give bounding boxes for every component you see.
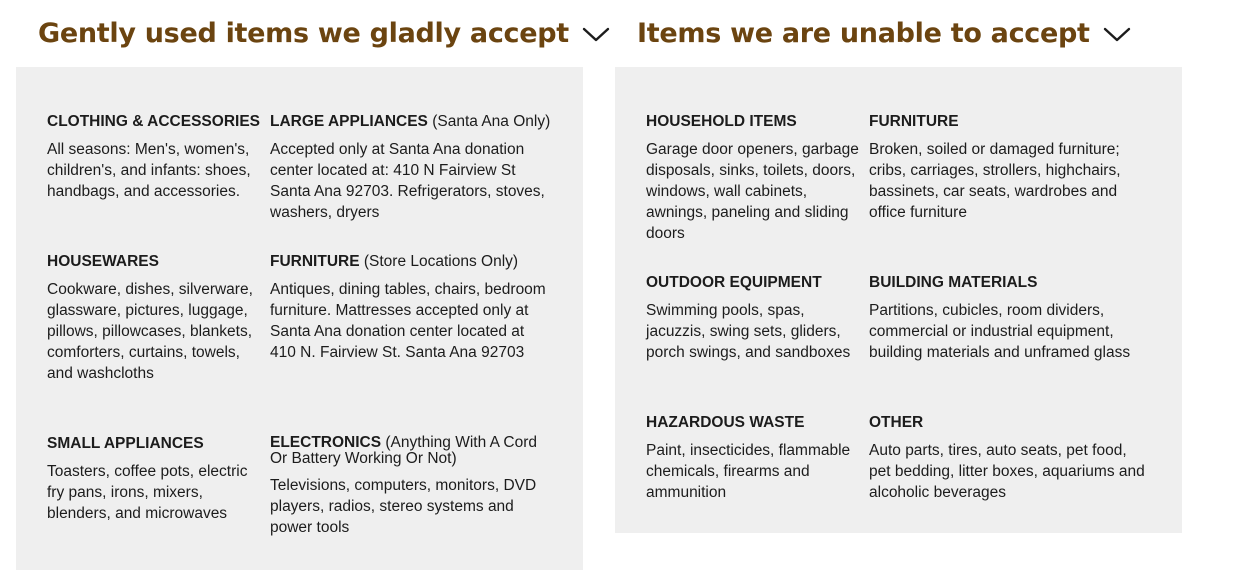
- chevron-down-icon: [1102, 24, 1132, 44]
- category-title: ELECTRONICS (Anything With A Cord Or Battery Working Or Not): [270, 434, 538, 467]
- reject-category: [869, 113, 1151, 223]
- category-description: Garage door openers, garbage disposals, sinks, toilets, doors, windows, wall cabinets, awnings, paneling and sliding doors: [646, 141, 859, 242]
- accept-heading: Gently used items we gladly accept: [38, 18, 569, 49]
- category-description: Televisions, computers, monitors, DVD players, radios, stereo systems and power tools: [270, 477, 537, 536]
- category-description: Paint, insecticides, flammable chemicals, firearms and ammunition: [646, 442, 851, 501]
- category-description: Auto parts, tires, auto seats, pet food, pet bedding, litter boxes, aquariums and alcoholic beverages: [869, 442, 1145, 501]
- accept-category: [47, 253, 261, 384]
- accept-category: [47, 113, 261, 202]
- accept-category: [270, 253, 552, 363]
- reject-category: [646, 113, 860, 244]
- reject-category: [646, 414, 860, 503]
- category-title: HAZARDOUS WASTE: [646, 414, 805, 431]
- reject-category: [646, 274, 860, 363]
- category-description: Cookware, dishes, silverware, glassware, pictures, luggage, pillows, pillowcases, blankets, comforters, curtains, towels, and washcloths: [47, 281, 253, 382]
- category-title: OUTDOOR EQUIPMENT: [646, 274, 822, 291]
- accept-category: [47, 435, 261, 524]
- category-description: Swimming pools, spas, jacuzzis, swing sets, gliders, porch swings, and sandboxes: [646, 302, 851, 361]
- category-title: HOUSEHOLD ITEMS: [646, 113, 797, 130]
- category-description: Antiques, dining tables, chairs, bedroom furniture. Mattresses accepted only at Santa Ana donation center located at 410 N. Fairview St. Santa Ana 92703: [270, 281, 546, 361]
- category-description: Toasters, coffee pots, electric fry pans, irons, mixers, blenders, and microwaves: [47, 463, 248, 522]
- reject-panel: [615, 67, 1182, 533]
- accept-category: [270, 435, 552, 538]
- category-title: LARGE APPLIANCES (Santa Ana Only): [270, 113, 551, 130]
- category-title: HOUSEWARES: [47, 253, 159, 270]
- category-title: CLOTHING & ACCESSORIES: [47, 113, 260, 130]
- category-title: FURNITURE (Store Locations Only): [270, 253, 519, 270]
- chevron-down-icon: [581, 24, 611, 44]
- category-description: Accepted only at Santa Ana donation center located at: 410 N Fairview St Santa Ana 92703. Refrigerators, stoves, washers, dryers: [270, 141, 545, 221]
- category-description: All seasons: Men's, women's, children's, and infants: shoes, handbags, and accessories.: [47, 141, 251, 200]
- reject-category: [869, 274, 1151, 363]
- category-title: FURNITURE: [869, 113, 959, 130]
- reject-heading: Items we are unable to accept: [637, 18, 1090, 49]
- reject-section-toggle[interactable]: [637, 18, 1132, 49]
- reject-category: [869, 414, 1151, 503]
- accept-panel: [16, 67, 583, 570]
- category-title: SMALL APPLIANCES: [47, 435, 204, 452]
- accept-category: [270, 113, 552, 223]
- category-title: OTHER: [869, 414, 924, 431]
- category-title: BUILDING MATERIALS: [869, 274, 1038, 291]
- category-description: Partitions, cubicles, room dividers, commercial or industrial equipment, building materials and unframed glass: [869, 302, 1131, 361]
- category-description: Broken, soiled or damaged furniture; cribs, carriages, strollers, highchairs, bassinets, car seats, wardrobes and office furniture: [869, 141, 1121, 221]
- accept-section-toggle[interactable]: [38, 18, 611, 49]
